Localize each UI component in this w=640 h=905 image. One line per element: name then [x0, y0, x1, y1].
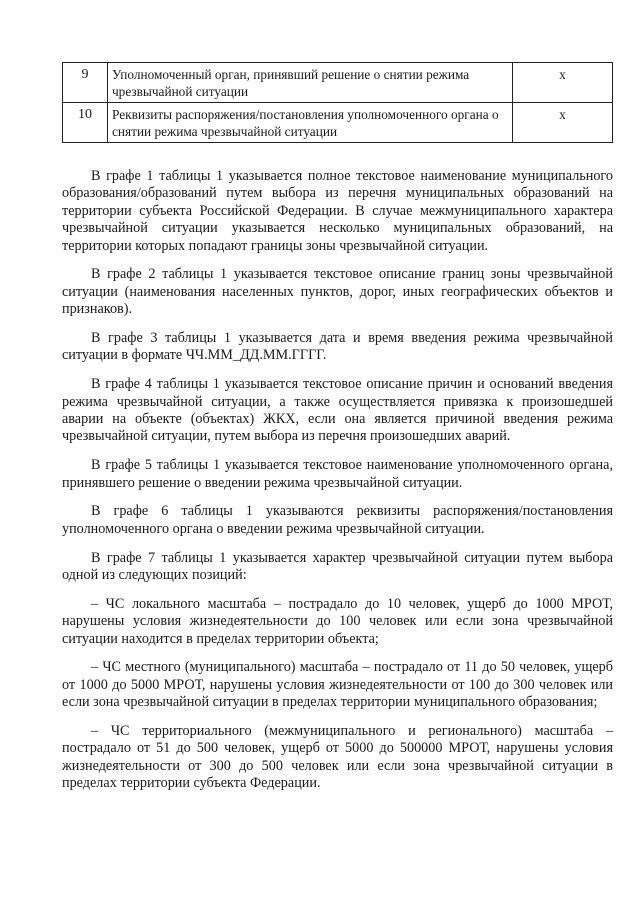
- paragraph-column-6: В графе 6 таблицы 1 указываются реквизиты распоряжения/постановления уполномоченного органа о введении режима чрезвычайной ситуации.: [62, 503, 613, 537]
- paragraph-column-4: В графе 4 таблицы 1 указывается текстовое описание причин и оснований введения режима чрезвычайной ситуации, а также осуществляется привязка к произошедшей аварии на объекте (объектах) ЖКХ, если она является причиной введения режима чрезвычайной ситуации, путем выбора из перечня произошедших аварий.: [62, 376, 613, 445]
- row-number: 10: [63, 103, 108, 143]
- paragraph-column-7: В графе 7 таблицы 1 указывается характер чрезвычайной ситуации путем выбора одной из следующих позиций:: [62, 549, 613, 584]
- row-field-name: Реквизиты распоряжения/постановления уполномоченного органа о снятии режима чрезвычайной ситуации: [108, 103, 513, 143]
- paragraph-column-2: В графе 2 таблицы 1 указывается текстовое описание границ зоны чрезвычайной ситуации (наименования населенных пунктов, дорог, иных географических объектов и признаков).: [62, 266, 613, 318]
- row-value: х: [513, 103, 613, 143]
- paragraph-column-3: В графе 3 таблицы 1 указывается дата и время введения режима чрезвычайной ситуации в формате ЧЧ.ММ_ДД.ММ.ГГГГ.: [62, 330, 613, 364]
- form-table: [62, 62, 613, 143]
- row-field-name: Уполномоченный орган, принявший решение о снятии режима чрезвычайной ситуации: [108, 63, 513, 103]
- table-row: [63, 63, 613, 103]
- paragraph-column-5: В графе 5 таблицы 1 указывается текстовое наименование уполномоченного органа, принявшего решение о введении режима чрезвычайной ситуации.: [62, 457, 613, 491]
- table-row: [63, 103, 613, 143]
- paragraph-column-1: В графе 1 таблицы 1 указывается полное текстовое наименование муниципального образования/образований путем выбора из перечня муниципальных образований на территории субъекта Российской Федерации. В случае межмуниципального характера чрезвычайной ситуации указывается несколько муниципальных образований, на территории которых попадают границы зоны чрезвычайной ситуации.: [62, 168, 613, 254]
- list-item-municipal: – ЧС местного (муниципального) масштаба – пострадало от 11 до 50 человек, ущерб от 1000 до 5000 МРОТ, нарушены условия жизнедеятельности от 100 до 300 человек или если зона чрезвычайной ситуации в пределах территории муниципального образования;: [62, 659, 613, 711]
- row-value: х: [513, 63, 613, 103]
- row-number: 9: [63, 63, 108, 103]
- body-text: [62, 168, 613, 804]
- list-item-territorial: – ЧС территориального (межмуниципального и регионального) масштаба – пострадало от 51 до 500 человек, ущерб от 5000 до 500000 МРОТ, нарушены условия жизнедеятельности от 300 до 500 человек или если зона чрезвычайной ситуации в пределах территории субъекта Федерации.: [62, 723, 613, 792]
- list-item-local: – ЧС локального масштаба – пострадало до 10 человек, ущерб до 1000 МРОТ, нарушены условия жизнедеятельности до 100 человек или если зона чрезвычайной ситуации находится в пределах территории объекта;: [62, 595, 613, 647]
